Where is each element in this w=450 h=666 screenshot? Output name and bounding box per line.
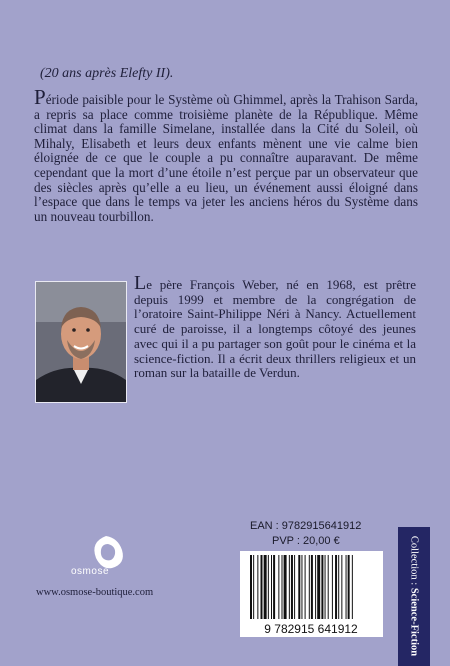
author-bio	[134, 272, 416, 381]
barcode-bar	[341, 555, 342, 619]
publisher-website[interactable]: www.osmose-boutique.com	[36, 587, 154, 598]
bio-drop-cap: L	[134, 272, 147, 294]
barcode-bar	[332, 555, 333, 619]
barcode	[240, 551, 383, 637]
barcode-bar	[309, 555, 310, 619]
collection-prefix: Collection :	[408, 535, 420, 586]
barcode-bar	[335, 555, 337, 619]
ean-label: EAN : 9782915641912	[250, 520, 362, 532]
barcode-bar	[271, 555, 272, 619]
barcode-bar	[311, 555, 313, 619]
barcode-bar	[289, 555, 290, 619]
barcode-bar	[346, 555, 347, 619]
barcode-bar	[253, 555, 254, 619]
synopsis-paragraph	[34, 85, 418, 224]
barcode-bar	[264, 555, 267, 619]
bio-text: e père François Weber, né en 1968, est prêtre depuis 1999 et membre de la congrégation de l’oratoire Saint-Philippe Néri à Nancy. Actuellement curé de paroisse, il a longtemps côtoyé des jeunes avec qui il a pu partager son goût pour le cinéma et la science-fiction. Il a écrit deux thrillers religieux et un roman sur la bataille de Verdun.	[134, 277, 416, 381]
collection-name: Science-Fiction	[408, 587, 420, 657]
barcode-bar	[328, 555, 329, 619]
barcode-bar	[268, 555, 269, 619]
barcode-bar	[250, 555, 252, 619]
barcode-bar	[301, 555, 302, 619]
collection-label	[409, 536, 420, 656]
barcode-digits: 9 782915 641912	[264, 622, 358, 636]
synopsis-text: ériode paisible pour le Système où Ghimmel, après la Trahison Sarda, a repris sa place comme troisième planète de la République. Même climat dans la famille Simelane, installée dans la Cité du Soleil, où Mihaly, Elisabeth et leurs deux enfants mènent une vie calme bien éloignée de ce que le couple a pu connaître auparavant. De même cependant que la mort d’une étoile n’est perçue par un observateur que des siècles après qu’elle a eu lieu, un événement aussi éloigné dans l’espace que dans le temps va jeter les anciens héros du Système dans un nouveau tourbillon.	[34, 92, 418, 224]
author-portrait-illustration	[36, 282, 126, 402]
subtitle: (20 ans après Elefty II).	[40, 66, 174, 81]
barcode-bar	[325, 555, 326, 619]
barcode-bar	[298, 555, 300, 619]
barcode-bar	[317, 555, 320, 619]
barcode-bar	[291, 555, 293, 619]
barcode-bar	[261, 555, 263, 619]
barcode-bar	[348, 555, 350, 619]
barcode-bar	[352, 555, 353, 619]
barcode-bar	[305, 555, 306, 619]
osmose-logo-icon	[78, 528, 138, 588]
barcode-bar	[338, 555, 339, 619]
synopsis-drop-cap: P	[34, 85, 46, 109]
price-label: PVP : 20,00 €	[272, 535, 340, 547]
barcode-bar	[321, 555, 323, 619]
publisher-name: osmose	[70, 566, 109, 577]
barcode-bar	[273, 555, 275, 619]
barcode-bar	[257, 555, 258, 619]
barcode-bar	[282, 555, 283, 619]
barcode-bar	[278, 555, 279, 619]
barcode-bar	[294, 555, 295, 619]
barcode-bars-icon	[240, 551, 383, 637]
barcode-bar	[315, 555, 316, 619]
author-photo	[35, 281, 127, 403]
barcode-bar	[284, 555, 287, 619]
